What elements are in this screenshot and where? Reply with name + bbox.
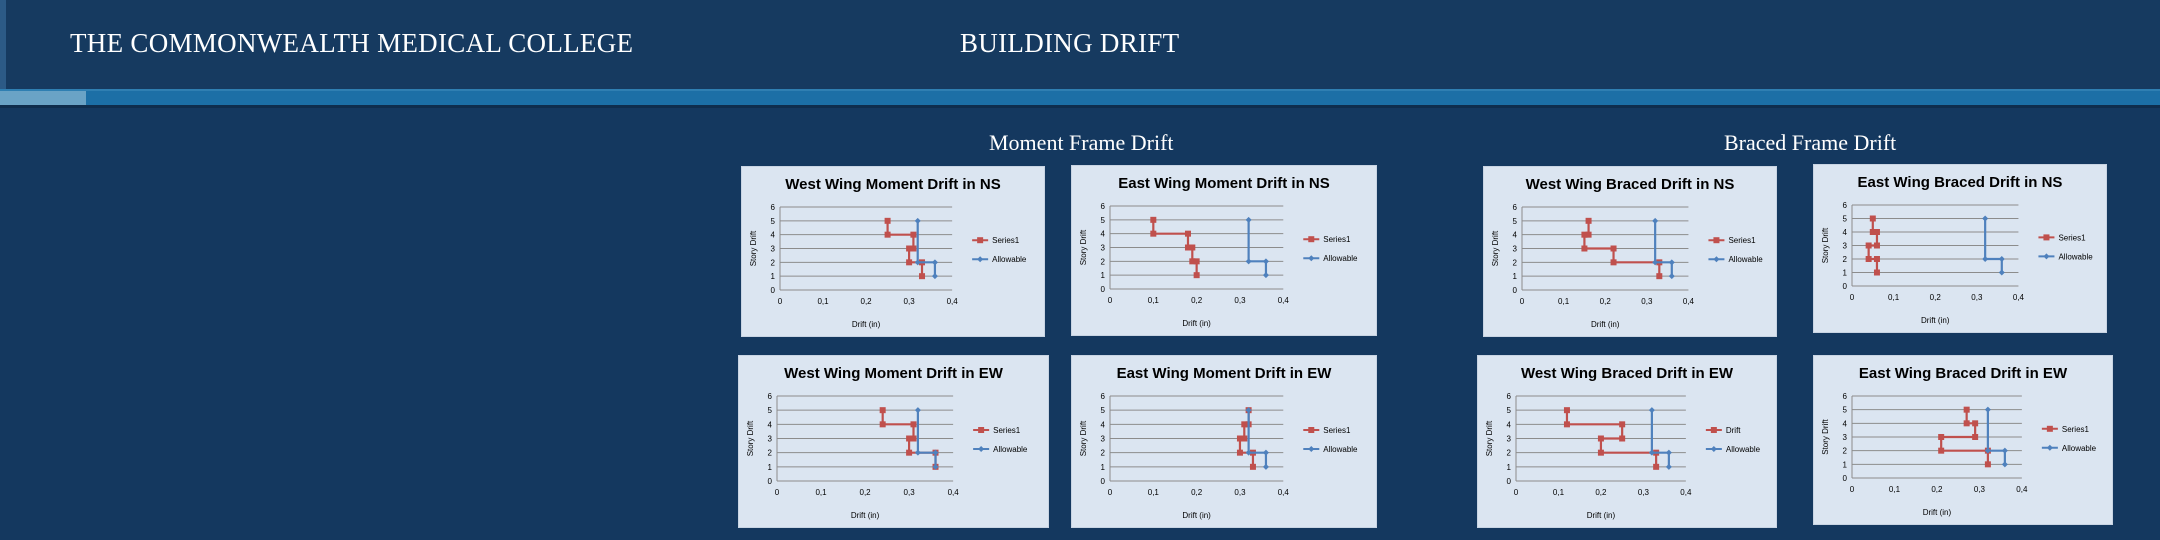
data-point — [1598, 450, 1604, 456]
y-tick-label: 3 — [767, 434, 772, 444]
y-tick-label: 4 — [1100, 420, 1105, 430]
chart-east-braced-ns — [1813, 164, 2107, 333]
x-tick-label: 0 — [1107, 488, 1113, 497]
data-point — [1649, 407, 1655, 413]
y-tick-label: 6 — [767, 392, 772, 401]
data-point — [919, 273, 925, 279]
data-point — [1666, 464, 1672, 470]
legend-marker — [977, 237, 983, 243]
chart-svg — [1072, 356, 1376, 527]
y-tick-label: 5 — [770, 216, 775, 226]
chart-west-braced-ns — [1483, 166, 1777, 337]
y-tick-label: 3 — [1842, 241, 1847, 251]
data-point — [1982, 256, 1988, 262]
chart-svg — [1478, 356, 1776, 527]
x-tick-label: 0 — [1849, 485, 1855, 494]
data-point — [1237, 436, 1243, 442]
data-point — [1656, 273, 1662, 279]
data-point — [1964, 407, 1970, 413]
legend-label: Allowable — [1323, 445, 1358, 454]
y-tick-label: 0 — [1512, 286, 1517, 295]
y-tick-label: 0 — [767, 477, 772, 486]
data-point — [885, 232, 891, 238]
x-tick-label: 0,3 — [1637, 488, 1649, 497]
data-point — [1150, 217, 1156, 223]
data-point — [1669, 273, 1675, 279]
data-point — [1250, 464, 1256, 470]
x-tick-label: 0,1 — [1888, 485, 1901, 494]
data-point — [1870, 216, 1876, 222]
y-tick-label: 0 — [1842, 474, 1847, 483]
data-point — [1581, 232, 1587, 238]
header-stripe — [0, 91, 2160, 105]
y-tick-label: 3 — [1100, 243, 1105, 253]
data-point — [2002, 448, 2008, 454]
data-point — [885, 218, 891, 224]
y-tick-label: 4 — [1512, 230, 1517, 240]
y-axis-label: Story Drift — [749, 230, 758, 267]
x-tick-label: 0,2 — [1599, 297, 1611, 306]
chart-east-braced-ew — [1813, 355, 2113, 525]
legend-label: Allowable — [993, 445, 1028, 454]
y-tick-label: 0 — [1100, 477, 1105, 486]
data-point — [1263, 258, 1269, 264]
x-axis-label: Drift (in) — [1182, 319, 1211, 328]
data-point — [1874, 229, 1880, 235]
data-point — [1874, 243, 1880, 249]
y-tick-label: 5 — [1506, 406, 1511, 416]
chart-svg — [1484, 167, 1776, 336]
data-point — [1938, 434, 1944, 440]
data-point — [906, 246, 912, 252]
x-tick-label: 0,3 — [1234, 296, 1246, 305]
x-tick-label: 0,2 — [860, 297, 872, 306]
chart-west-moment-ns — [741, 166, 1045, 337]
y-tick-label: 2 — [1512, 258, 1517, 268]
x-tick-label: 0,2 — [1191, 296, 1203, 305]
x-tick-label: 0,3 — [1234, 488, 1246, 497]
legend-label: Allowable — [2061, 443, 2097, 453]
data-point — [1999, 270, 2005, 276]
x-tick-label: 0,3 — [1973, 485, 1985, 494]
section-title-moment: Moment Frame Drift — [989, 130, 1174, 155]
x-tick-label: 0,2 — [1595, 488, 1607, 497]
data-point — [2002, 461, 2008, 467]
data-point — [1938, 448, 1944, 454]
legend-marker — [977, 256, 983, 262]
legend-label: Series1 — [1323, 235, 1351, 245]
y-axis-label: Story Drift — [1821, 419, 1830, 455]
data-point — [910, 232, 916, 238]
data-point — [906, 436, 912, 442]
data-point — [1194, 272, 1200, 278]
y-tick-label: 1 — [1512, 272, 1517, 282]
y-tick-label: 6 — [770, 203, 775, 212]
data-point — [932, 259, 938, 265]
y-tick-label: 0 — [1100, 285, 1105, 294]
data-point — [1866, 243, 1872, 249]
x-axis-label: Drift (in) — [1182, 511, 1211, 520]
y-tick-label: 5 — [1842, 214, 1847, 224]
x-axis-label: Drift (in) — [1922, 508, 1952, 517]
data-point — [1866, 256, 1872, 262]
data-point — [906, 450, 912, 456]
chart-svg — [1814, 165, 2106, 332]
y-tick-label: 2 — [770, 258, 775, 268]
legend-label: Allowable — [1728, 255, 1763, 265]
y-tick-label: 5 — [1100, 406, 1105, 416]
x-tick-label: 0,2 — [1931, 485, 1943, 494]
y-tick-label: 2 — [767, 448, 772, 458]
data-point — [1263, 272, 1269, 278]
y-tick-label: 2 — [1100, 257, 1105, 267]
x-tick-label: 0,1 — [815, 488, 827, 497]
x-tick-label: 0,1 — [1147, 296, 1159, 305]
chart-title: East Wing Braced Drift in EW — [1858, 365, 2068, 382]
y-tick-label: 6 — [1100, 202, 1105, 211]
y-tick-label: 3 — [1506, 434, 1511, 444]
data-point — [1985, 407, 1991, 413]
data-point — [1246, 258, 1252, 264]
y-tick-label: 1 — [1100, 462, 1105, 472]
y-tick-label: 3 — [770, 244, 775, 254]
legend-marker — [1308, 236, 1314, 242]
legend-marker — [1711, 427, 1717, 433]
y-tick-label: 5 — [1512, 216, 1517, 226]
data-point — [1982, 216, 1988, 222]
chart-west-moment-ew — [738, 355, 1049, 528]
legend-marker — [1308, 446, 1314, 452]
x-tick-label: 0,1 — [1147, 488, 1159, 497]
data-point — [932, 273, 938, 279]
x-axis-label: Drift (in) — [851, 320, 881, 329]
header-accent — [0, 0, 6, 90]
x-tick-label: 0,4 — [946, 297, 958, 306]
x-tick-label: 0,4 — [2012, 293, 2025, 302]
y-tick-label: 1 — [1842, 460, 1847, 470]
y-tick-label: 3 — [1512, 244, 1517, 254]
x-axis-label: Drift (in) — [1590, 320, 1620, 329]
data-point — [1586, 218, 1592, 224]
legend-label: Series1 — [1728, 236, 1756, 246]
x-tick-label: 0,3 — [1971, 293, 1983, 302]
data-point — [1972, 434, 1978, 440]
y-tick-label: 4 — [1842, 419, 1847, 429]
chart-west-braced-ew — [1477, 355, 1777, 528]
data-point — [1874, 270, 1880, 276]
y-tick-label: 4 — [770, 230, 775, 240]
chart-title: West Wing Braced Drift in EW — [1520, 365, 1734, 382]
y-tick-label: 1 — [767, 462, 772, 472]
data-point — [911, 421, 917, 427]
data-point — [915, 218, 921, 224]
legend-marker — [2043, 253, 2049, 259]
data-point — [1666, 450, 1672, 456]
x-tick-label: 0,1 — [1558, 297, 1570, 306]
data-point — [1598, 436, 1604, 442]
data-point — [1263, 450, 1269, 456]
chart-title: East Wing Braced Drift in NS — [1857, 174, 2063, 191]
data-point — [1653, 464, 1659, 470]
y-axis-label: Story Drift — [1485, 420, 1494, 457]
data-point — [915, 407, 921, 413]
header-stripe-accent — [0, 91, 86, 105]
y-tick-label: 1 — [770, 272, 775, 282]
legend-marker — [1713, 237, 1719, 243]
x-tick-label: 0,3 — [1641, 297, 1653, 306]
x-tick-label: 0 — [1849, 293, 1855, 302]
y-tick-label: 0 — [1842, 282, 1847, 291]
y-axis-label: Story Drift — [1821, 227, 1830, 264]
y-axis-label: Story Drift — [1079, 420, 1088, 457]
chart-svg — [1814, 356, 2112, 524]
legend-label: Series1 — [993, 426, 1021, 435]
x-tick-label: 0,4 — [947, 488, 959, 497]
legend-label: Allowable — [2058, 252, 2093, 262]
y-axis-label: Story Drift — [1491, 230, 1500, 267]
y-tick-label: 4 — [1506, 420, 1511, 430]
x-tick-label: 0,4 — [1277, 488, 1289, 497]
legend-label: Series1 — [2061, 424, 2089, 434]
x-tick-label: 0,3 — [903, 488, 915, 497]
data-point — [915, 450, 921, 456]
data-point — [880, 407, 886, 413]
data-point — [1652, 218, 1658, 224]
x-tick-label: 0 — [1513, 488, 1519, 497]
y-tick-label: 6 — [1512, 203, 1517, 212]
y-tick-label: 1 — [1842, 268, 1847, 278]
chart-svg — [742, 167, 1044, 336]
x-tick-label: 0,1 — [817, 297, 829, 306]
y-tick-label: 6 — [1506, 392, 1511, 401]
legend-label: Drift — [1725, 426, 1741, 435]
data-point — [1263, 464, 1269, 470]
data-point — [880, 421, 886, 427]
data-point — [1194, 258, 1200, 264]
data-point — [1619, 421, 1625, 427]
y-tick-label: 0 — [1506, 477, 1511, 486]
legend-marker — [1713, 256, 1719, 262]
legend-label: Allowable — [1323, 254, 1358, 264]
y-axis-label: Story Drift — [746, 420, 755, 457]
y-tick-label: 3 — [1842, 433, 1847, 442]
y-tick-label: 4 — [1100, 229, 1105, 239]
chart-east-moment-ns — [1071, 165, 1377, 336]
header-stripe-shadow — [0, 105, 2160, 108]
x-tick-label: 0 — [1519, 297, 1525, 306]
legend-marker — [1711, 446, 1717, 452]
y-tick-label: 5 — [1100, 215, 1105, 225]
data-point — [1241, 421, 1247, 427]
data-point — [1564, 421, 1570, 427]
x-axis-label: Drift (in) — [850, 511, 880, 520]
x-axis-label: Drift (in) — [1586, 511, 1616, 520]
chart-title: East Wing Moment Drift in NS — [1118, 175, 1330, 192]
y-tick-label: 4 — [1842, 228, 1847, 237]
data-point — [1619, 436, 1625, 442]
y-tick-label: 3 — [1100, 434, 1105, 444]
x-tick-label: 0,1 — [1552, 488, 1565, 497]
data-point — [906, 259, 912, 265]
legend-marker — [2043, 234, 2049, 240]
x-tick-label: 0,2 — [1191, 488, 1203, 497]
x-tick-label: 0,1 — [1888, 293, 1900, 302]
chart-title: West Wing Moment Drift in NS — [785, 176, 1001, 193]
y-tick-label: 2 — [1842, 446, 1847, 456]
section-title-braced: Braced Frame Drift — [1724, 130, 1897, 155]
chart-svg — [1072, 166, 1376, 335]
y-tick-label: 6 — [1842, 201, 1847, 210]
x-tick-label: 0,4 — [2016, 485, 2028, 494]
y-tick-label: 2 — [1506, 448, 1511, 458]
x-axis-label: Drift (in) — [1920, 316, 1950, 325]
data-point — [1189, 245, 1195, 251]
college-name: THE COMMONWEALTH MEDICAL COLLEGE — [70, 28, 634, 58]
data-point — [1237, 450, 1243, 456]
x-tick-label: 0,2 — [859, 488, 871, 497]
legend-marker — [1308, 427, 1314, 433]
y-tick-label: 4 — [767, 420, 772, 430]
y-tick-label: 2 — [1842, 255, 1847, 264]
legend-marker — [2047, 426, 2053, 432]
x-tick-label: 0,4 — [1682, 297, 1695, 306]
data-point — [1972, 420, 1978, 426]
legend-label: Series1 — [2058, 233, 2086, 243]
y-tick-label: 6 — [1100, 392, 1105, 401]
x-tick-label: 0,3 — [903, 297, 915, 306]
legend-label: Series1 — [1323, 426, 1351, 435]
y-tick-label: 2 — [1100, 448, 1105, 458]
legend-label: Allowable — [1725, 445, 1761, 454]
x-tick-label: 0,4 — [1680, 488, 1692, 497]
chart-east-moment-ew — [1071, 355, 1377, 528]
x-tick-label: 0,2 — [1929, 293, 1941, 302]
chart-title: East Wing Moment Drift in EW — [1116, 365, 1332, 382]
page-title: BUILDING DRIFT — [960, 28, 1180, 58]
y-tick-label: 5 — [767, 406, 772, 416]
data-point — [1985, 461, 1991, 467]
x-tick-label: 0 — [774, 488, 780, 497]
y-tick-label: 0 — [770, 286, 775, 295]
data-point — [1150, 231, 1156, 237]
x-tick-label: 0 — [1107, 296, 1113, 305]
y-tick-label: 5 — [1842, 405, 1847, 415]
legend-marker — [2047, 445, 2053, 451]
legend-marker — [978, 446, 984, 452]
x-tick-label: 0 — [777, 297, 783, 306]
y-tick-label: 1 — [1100, 271, 1105, 281]
data-point — [1185, 231, 1191, 237]
legend-label: Allowable — [992, 255, 1027, 265]
data-point — [1964, 420, 1970, 426]
data-point — [1581, 246, 1587, 252]
x-tick-label: 0,4 — [1277, 296, 1289, 305]
header-bar — [0, 0, 2160, 90]
legend-marker — [1308, 255, 1314, 261]
data-point — [1669, 259, 1675, 265]
chart-title: West Wing Braced Drift in NS — [1525, 176, 1735, 193]
legend-label: Series1 — [992, 236, 1020, 246]
chart-svg — [739, 356, 1048, 527]
data-point — [1611, 246, 1617, 252]
data-point — [1874, 256, 1880, 262]
data-point — [1999, 256, 2005, 262]
legend-marker — [978, 427, 984, 433]
y-tick-label: 6 — [1842, 392, 1847, 401]
data-point — [1564, 407, 1570, 413]
chart-title: West Wing Moment Drift in EW — [784, 365, 1003, 382]
data-point — [1246, 217, 1252, 223]
y-tick-label: 1 — [1506, 462, 1511, 472]
y-axis-label: Story Drift — [1079, 229, 1088, 266]
data-point — [1611, 259, 1617, 265]
